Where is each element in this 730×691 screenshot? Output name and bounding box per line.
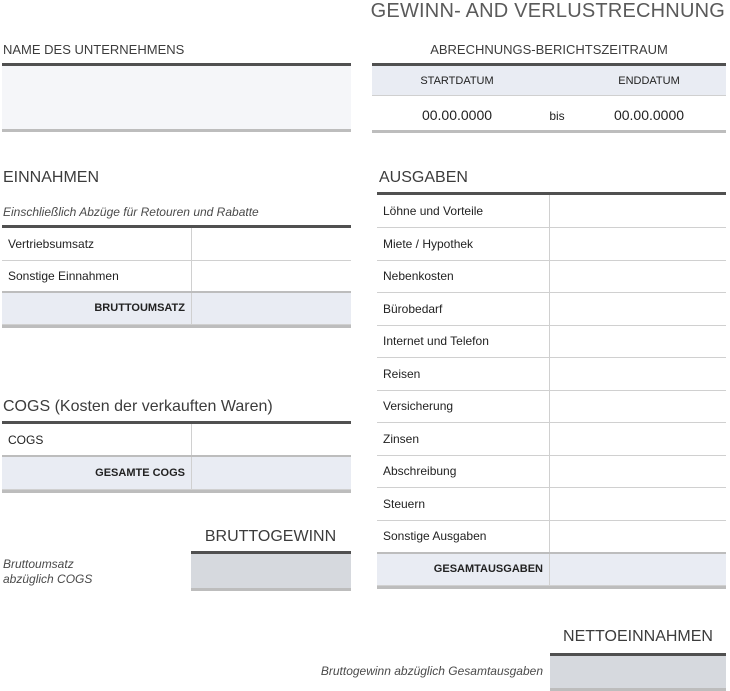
table-row <box>377 390 726 423</box>
income-total-label: BRUTTOUMSATZ <box>2 292 192 324</box>
income-total-value[interactable] <box>192 292 352 324</box>
expense-row-label: Abschreibung <box>377 455 550 488</box>
expenses-heading: AUSGABEN <box>379 169 468 186</box>
expense-row-label: Reisen <box>377 358 550 391</box>
expense-row-value[interactable] <box>550 358 727 391</box>
company-name-label: NAME DES UNTERNEHMENS <box>3 42 185 57</box>
table-row <box>377 488 726 521</box>
expenses-total-row <box>377 553 726 586</box>
gross-profit-note <box>3 557 92 587</box>
table-row <box>2 260 351 292</box>
table-row <box>377 195 726 228</box>
expense-row-value[interactable] <box>550 325 727 358</box>
cogs-row-value[interactable] <box>192 424 352 456</box>
expense-row-value[interactable] <box>550 195 727 228</box>
cogs-total-label: GESAMTE COGS <box>2 456 192 489</box>
gross-profit-note-line1: Bruttoumsatz <box>3 557 74 571</box>
expense-row-value[interactable] <box>550 260 727 293</box>
cogs-table <box>2 421 351 493</box>
table-row <box>377 325 726 358</box>
gross-profit-note-line2: abzüglich COGS <box>3 572 93 586</box>
income-row-label: Sonstige Einnahmen <box>2 260 192 292</box>
income-row-value[interactable] <box>192 228 352 260</box>
table-row <box>2 424 351 456</box>
period-separator: bis <box>549 109 565 123</box>
expense-row-value[interactable] <box>550 293 727 326</box>
income-table <box>2 225 351 328</box>
expense-row-label: Steuern <box>377 488 550 521</box>
table-row <box>377 260 726 293</box>
expense-row-label: Zinsen <box>377 423 550 456</box>
cogs-total-row <box>2 456 351 489</box>
period-box <box>372 63 726 133</box>
end-date-label: ENDDATUM <box>618 75 680 87</box>
expense-row-value[interactable] <box>550 488 727 521</box>
gross-profit-heading: BRUTTOGEWINN <box>204 528 337 545</box>
expense-row-label: Nebenkosten <box>377 260 550 293</box>
start-date-value[interactable]: 00.00.0000 <box>421 107 493 123</box>
net-income-note: Bruttogewinn abzüglich Gesamtausgaben <box>320 664 543 678</box>
income-total-row <box>2 292 351 324</box>
table-row <box>377 293 726 326</box>
cogs-heading: COGS (Kosten der verkauften Waren) <box>3 398 273 415</box>
expense-row-value[interactable] <box>550 228 727 261</box>
expense-row-label: Miete / Hypothek <box>377 228 550 261</box>
expense-row-label: Internet und Telefon <box>377 325 550 358</box>
expense-row-label: Löhne und Vorteile <box>377 195 550 228</box>
income-row-label: Vertriebsumsatz <box>2 228 192 260</box>
cogs-total-value[interactable] <box>192 456 352 489</box>
income-note: Einschließlich Abzüge für Retouren und Rabatte <box>3 205 259 219</box>
expense-row-value[interactable] <box>550 520 727 553</box>
table-row <box>377 455 726 488</box>
income-heading: EINNAHMEN <box>3 169 100 186</box>
period-label: ABRECHNUNGS-BERICHTSZEITRAUM <box>430 42 668 57</box>
table-row <box>377 520 726 553</box>
expense-row-value[interactable] <box>550 423 727 456</box>
start-date-label: STARTDATUM <box>420 75 494 87</box>
cogs-row-label: COGS <box>2 424 192 456</box>
end-date-value[interactable]: 00.00.0000 <box>613 107 685 123</box>
table-row <box>377 358 726 391</box>
expense-row-label: Versicherung <box>377 390 550 423</box>
expenses-table <box>377 192 726 589</box>
net-income-heading: NETTOEINNAHMEN <box>563 628 713 645</box>
company-name-field[interactable] <box>2 63 351 132</box>
expense-row-value[interactable] <box>550 455 727 488</box>
page-title: GEWINN- AND VERLUSTRECHNUNG <box>370 0 725 22</box>
expenses-total-value[interactable] <box>550 553 727 586</box>
table-row <box>2 228 351 260</box>
expense-row-label: Sonstige Ausgaben <box>377 520 550 553</box>
gross-profit-value[interactable] <box>191 551 351 591</box>
expense-row-label: Bürobedarf <box>377 293 550 326</box>
expense-row-value[interactable] <box>550 390 727 423</box>
table-row <box>377 423 726 456</box>
table-row <box>377 228 726 261</box>
income-row-value[interactable] <box>192 260 352 292</box>
expenses-total-label: GESAMTAUSGABEN <box>377 553 550 586</box>
period-header <box>372 66 726 96</box>
net-income-value[interactable] <box>550 653 726 691</box>
